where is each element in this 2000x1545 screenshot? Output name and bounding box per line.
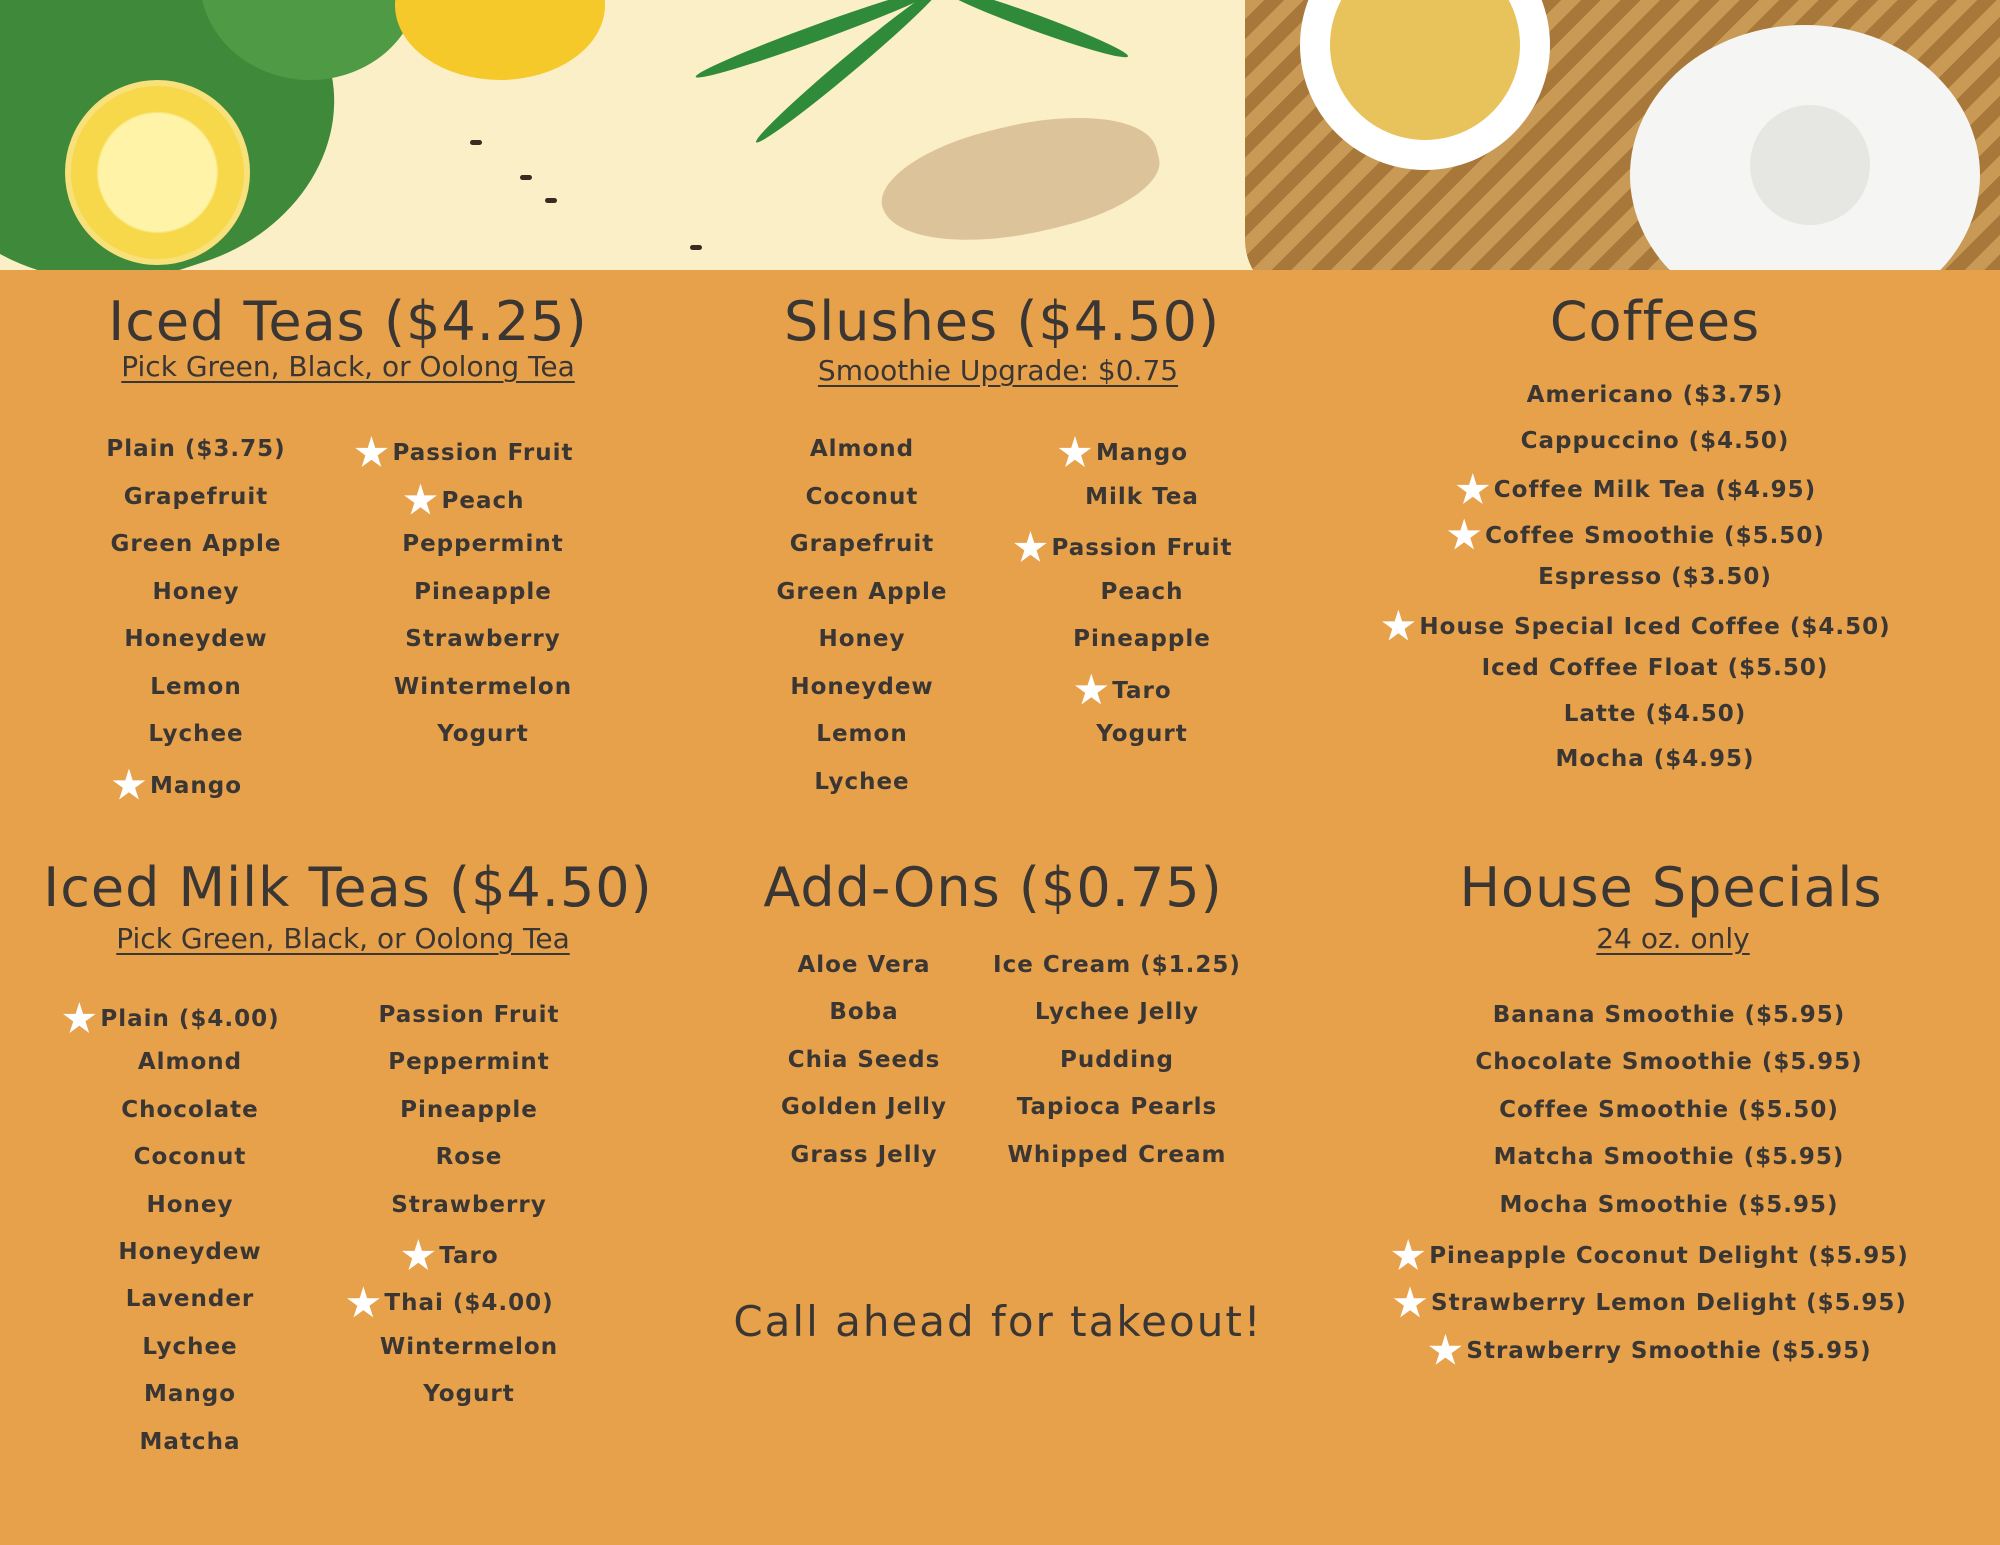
menu-item-label: Peppermint [402,531,564,557]
menu-item [134,1144,247,1170]
menu-item-label: Plain ($3.75) [106,436,286,462]
menu-item-label: Lemon [816,721,908,747]
menu-item [1456,473,1816,507]
menu-item-label: Thai ($4.00) [384,1290,554,1317]
menu-item-label: Lychee [814,768,910,795]
menu-item-label: Coffee Smoothie ($5.50) [1485,522,1825,549]
menu-item [354,436,573,470]
menu-item [437,721,529,747]
menu-item [818,626,905,652]
menu-item-label: Yogurt [423,1381,515,1408]
menu-item [1428,1334,1871,1368]
menu-item-label: Mocha Smoothie ($5.95) [1499,1191,1839,1218]
menu-item [148,721,243,747]
lemon-slice [65,80,250,265]
menu-item-label: Honeydew [118,1239,262,1265]
menu-item [1521,428,1790,454]
menu-item [993,952,1241,978]
menu-item-label: Boba [829,999,899,1026]
star-icon [112,769,146,803]
menu-item [829,999,898,1025]
menu-item-label: Honeydew [790,673,934,700]
menu-item-label: Coffee Smoothie ($5.50) [1499,1096,1839,1123]
menu-item-label: Wintermelon [379,1333,559,1360]
menu-item [1013,531,1232,565]
menu-item-label: Plain ($4.00) [100,1006,280,1032]
menu-item-label: Tapioca Pearls [1016,1094,1218,1121]
menu-item [788,1047,941,1073]
menu-item-label: Honey [152,578,240,605]
star-icon [1393,1286,1427,1320]
menu-item [106,436,285,462]
menu-item-label: Cappuccino ($4.50) [1520,427,1790,454]
menu-item-label: Passion Fruit [392,440,574,466]
menu-item [404,484,525,518]
menu-item [1538,564,1772,590]
menu-item-label: Yogurt [437,721,529,747]
menu-item-label: Iced Coffee Float ($5.50) [1481,655,1829,681]
menu-item-label: Wintermelon [393,673,573,700]
menu-item-label: Strawberry Smoothie ($5.95) [1466,1337,1872,1364]
tea-leaf [470,140,482,145]
menu-item-label: Pineapple [414,578,552,605]
menu-item [1035,999,1199,1025]
menu-item-label: Mango [149,772,243,799]
menu-item-label: Latte ($4.50) [1563,700,1747,727]
section-subtitle: Pick Green, Black, or Oolong Tea [116,922,570,955]
menu-item [414,579,552,605]
menu-item-label: Mango [143,1381,237,1408]
menu-item [1060,1047,1174,1073]
menu-item-label: Chocolate [121,1096,259,1123]
menu-item-label: Almond [809,436,915,462]
menu-item [401,1239,498,1273]
menu-item [400,1097,538,1123]
menu-item-label: Rose [435,1144,503,1171]
star-icon [1391,1239,1425,1273]
star-icon [1428,1334,1462,1368]
section-subtitle: 24 oz. only [1596,922,1750,955]
menu-item [140,1429,241,1455]
menu-item [121,1097,259,1123]
menu-item [776,579,947,605]
section-title: Add-Ons ($0.75) [763,856,1223,919]
menu-item [152,579,239,605]
menu-item-label: Lemon [150,673,242,700]
takeout-callout: Call ahead for takeout! [733,1297,1263,1346]
star-icon [354,436,388,470]
menu-item [150,674,241,700]
star-icon [346,1286,380,1320]
menu-item-label: Ice Cream ($1.25) [993,952,1241,978]
menu-item-label: Pineapple Coconut Delight ($5.95) [1429,1243,1909,1269]
menu-item [1393,1286,1907,1320]
menu-item [814,769,909,795]
menu-item-label: Golden Jelly [781,1094,947,1121]
menu-item-label: Grass Jelly [790,1141,938,1168]
menu-item [797,952,930,978]
menu-item-label: Lychee Jelly [1034,999,1200,1026]
menu-item-label: Matcha [139,1428,241,1455]
menu-item [126,1286,255,1312]
menu-item-label: Grapefruit [789,531,935,557]
menu-item [806,484,919,510]
menu-item-label: Pineapple [1073,626,1211,652]
menu-item-label: Honey [818,626,906,652]
menu-item-label: Passion Fruit [378,1002,560,1028]
menu-item [1564,701,1747,727]
section-subtitle: Pick Green, Black, or Oolong Tea [121,350,575,383]
menu-item-label: Pudding [1060,1046,1174,1073]
menu-item-label: Honeydew [124,626,268,652]
tea-leaf [520,175,532,180]
menu-item-label: Green Apple [110,531,282,557]
menu-item [816,721,907,747]
star-icon [1447,519,1481,553]
section-subtitle: Smoothie Upgrade: $0.75 [817,354,1179,387]
menu-item [1447,519,1825,553]
menu-item [124,626,267,652]
menu-item [1475,1049,1862,1075]
menu-item [110,531,281,557]
menu-item-label: Mocha ($4.95) [1555,746,1755,772]
menu-item-label: Strawberry Lemon Delight ($5.95) [1431,1290,1907,1317]
menu-item-label: Peach [1100,578,1184,605]
menu-item [1527,382,1784,408]
menu-item-label: Grapefruit [123,483,269,510]
menu-item [146,1192,233,1218]
menu-item-label: Milk Tea [1085,483,1199,510]
menu-item-label: Strawberry [405,626,561,652]
menu-item-label: Whipped Cream [1007,1141,1227,1168]
menu-item [394,674,572,700]
menu-item-label: Passion Fruit [1051,535,1233,561]
menu-item [1499,1097,1839,1123]
star-icon [401,1239,435,1273]
menu-item-label: Chia Seeds [787,1046,941,1073]
menu-item-label: Pineapple [400,1096,538,1123]
menu-item [1073,626,1211,652]
menu-item [144,1381,236,1407]
star-icon [1013,531,1047,565]
menu-item-label: Mango [1095,440,1189,466]
menu-item [1500,1192,1839,1218]
menu-item-label: House Special Iced Coffee ($4.50) [1419,613,1891,640]
menu-item [790,1142,937,1168]
menu-item [1494,1144,1845,1170]
menu-item-label: Peach [441,487,525,514]
section-title: House Specials [1459,856,1883,919]
section-title: Iced Milk Teas ($4.50) [43,856,653,919]
menu-item [380,1334,558,1360]
menu-item-label: Lychee [148,721,244,747]
menu-item [378,1002,559,1028]
menu-item [346,1286,553,1320]
menu-item-label: Almond [137,1049,243,1076]
menu-item-label: Strawberry [391,1191,547,1218]
whole-lemon [395,0,605,80]
menu-item [391,1192,546,1218]
menu-item-label: Honey [146,1191,234,1218]
menu-item [1493,1002,1846,1028]
menu-item [1391,1239,1909,1273]
menu-item [402,531,564,557]
menu-item [1556,746,1755,772]
menu-item-label: Coconut [805,483,919,510]
menu-item [1101,579,1184,605]
star-icon [404,484,438,518]
menu-item-label: Green Apple [776,578,948,605]
menu-item-label: Matcha Smoothie ($5.95) [1493,1144,1845,1171]
menu-item-label: Lavender [125,1286,255,1313]
menu-item [388,1049,550,1075]
menu-item [124,484,268,510]
menu-item-label: Espresso ($3.50) [1538,564,1772,590]
menu-item [1096,721,1188,747]
menu-item-label: Yogurt [1096,721,1188,747]
star-icon [1074,674,1108,708]
menu-item [118,1239,261,1265]
menu-item [790,531,934,557]
menu-item-label: Coconut [133,1144,247,1171]
menu-item-label: Aloe Vera [797,952,931,978]
menu-item-label: Americano ($3.75) [1526,382,1784,408]
menu-item [1085,484,1199,510]
menu-item [781,1094,947,1120]
menu-item [142,1334,237,1360]
star-icon [1381,610,1415,644]
star-icon [62,1002,96,1036]
menu-item-label: Chocolate Smoothie ($5.95) [1475,1049,1863,1076]
menu-item [138,1049,242,1075]
menu-item [62,1002,279,1036]
menu-item-label: Banana Smoothie ($5.95) [1492,1002,1846,1028]
menu-item-label: Taro [1112,677,1172,704]
menu-item [1074,674,1171,708]
menu-item [405,626,560,652]
section-title: Coffees [1549,290,1761,353]
tea-leaf [545,198,557,203]
star-icon [1456,473,1490,507]
tea-leaf [690,245,702,250]
menu-item-label: Lychee [142,1333,238,1360]
menu-item [1482,655,1829,681]
menu-item [436,1144,503,1170]
section-title: Slushes ($4.50) [783,290,1221,353]
star-icon [1058,436,1092,470]
section-title: Iced Teas ($4.25) [108,290,588,353]
menu-item [1058,436,1188,470]
menu-item [112,769,242,803]
menu-item [1381,610,1890,644]
menu-item [423,1381,515,1407]
menu-item-label: Taro [439,1243,499,1269]
menu-item [790,674,933,700]
menu-item-label: Peppermint [388,1049,550,1076]
menu-item [810,436,914,462]
menu-item-label: Coffee Milk Tea ($4.95) [1493,477,1817,503]
menu-item [1017,1094,1217,1120]
menu-item [1008,1142,1227,1168]
header-photo [0,0,2000,270]
